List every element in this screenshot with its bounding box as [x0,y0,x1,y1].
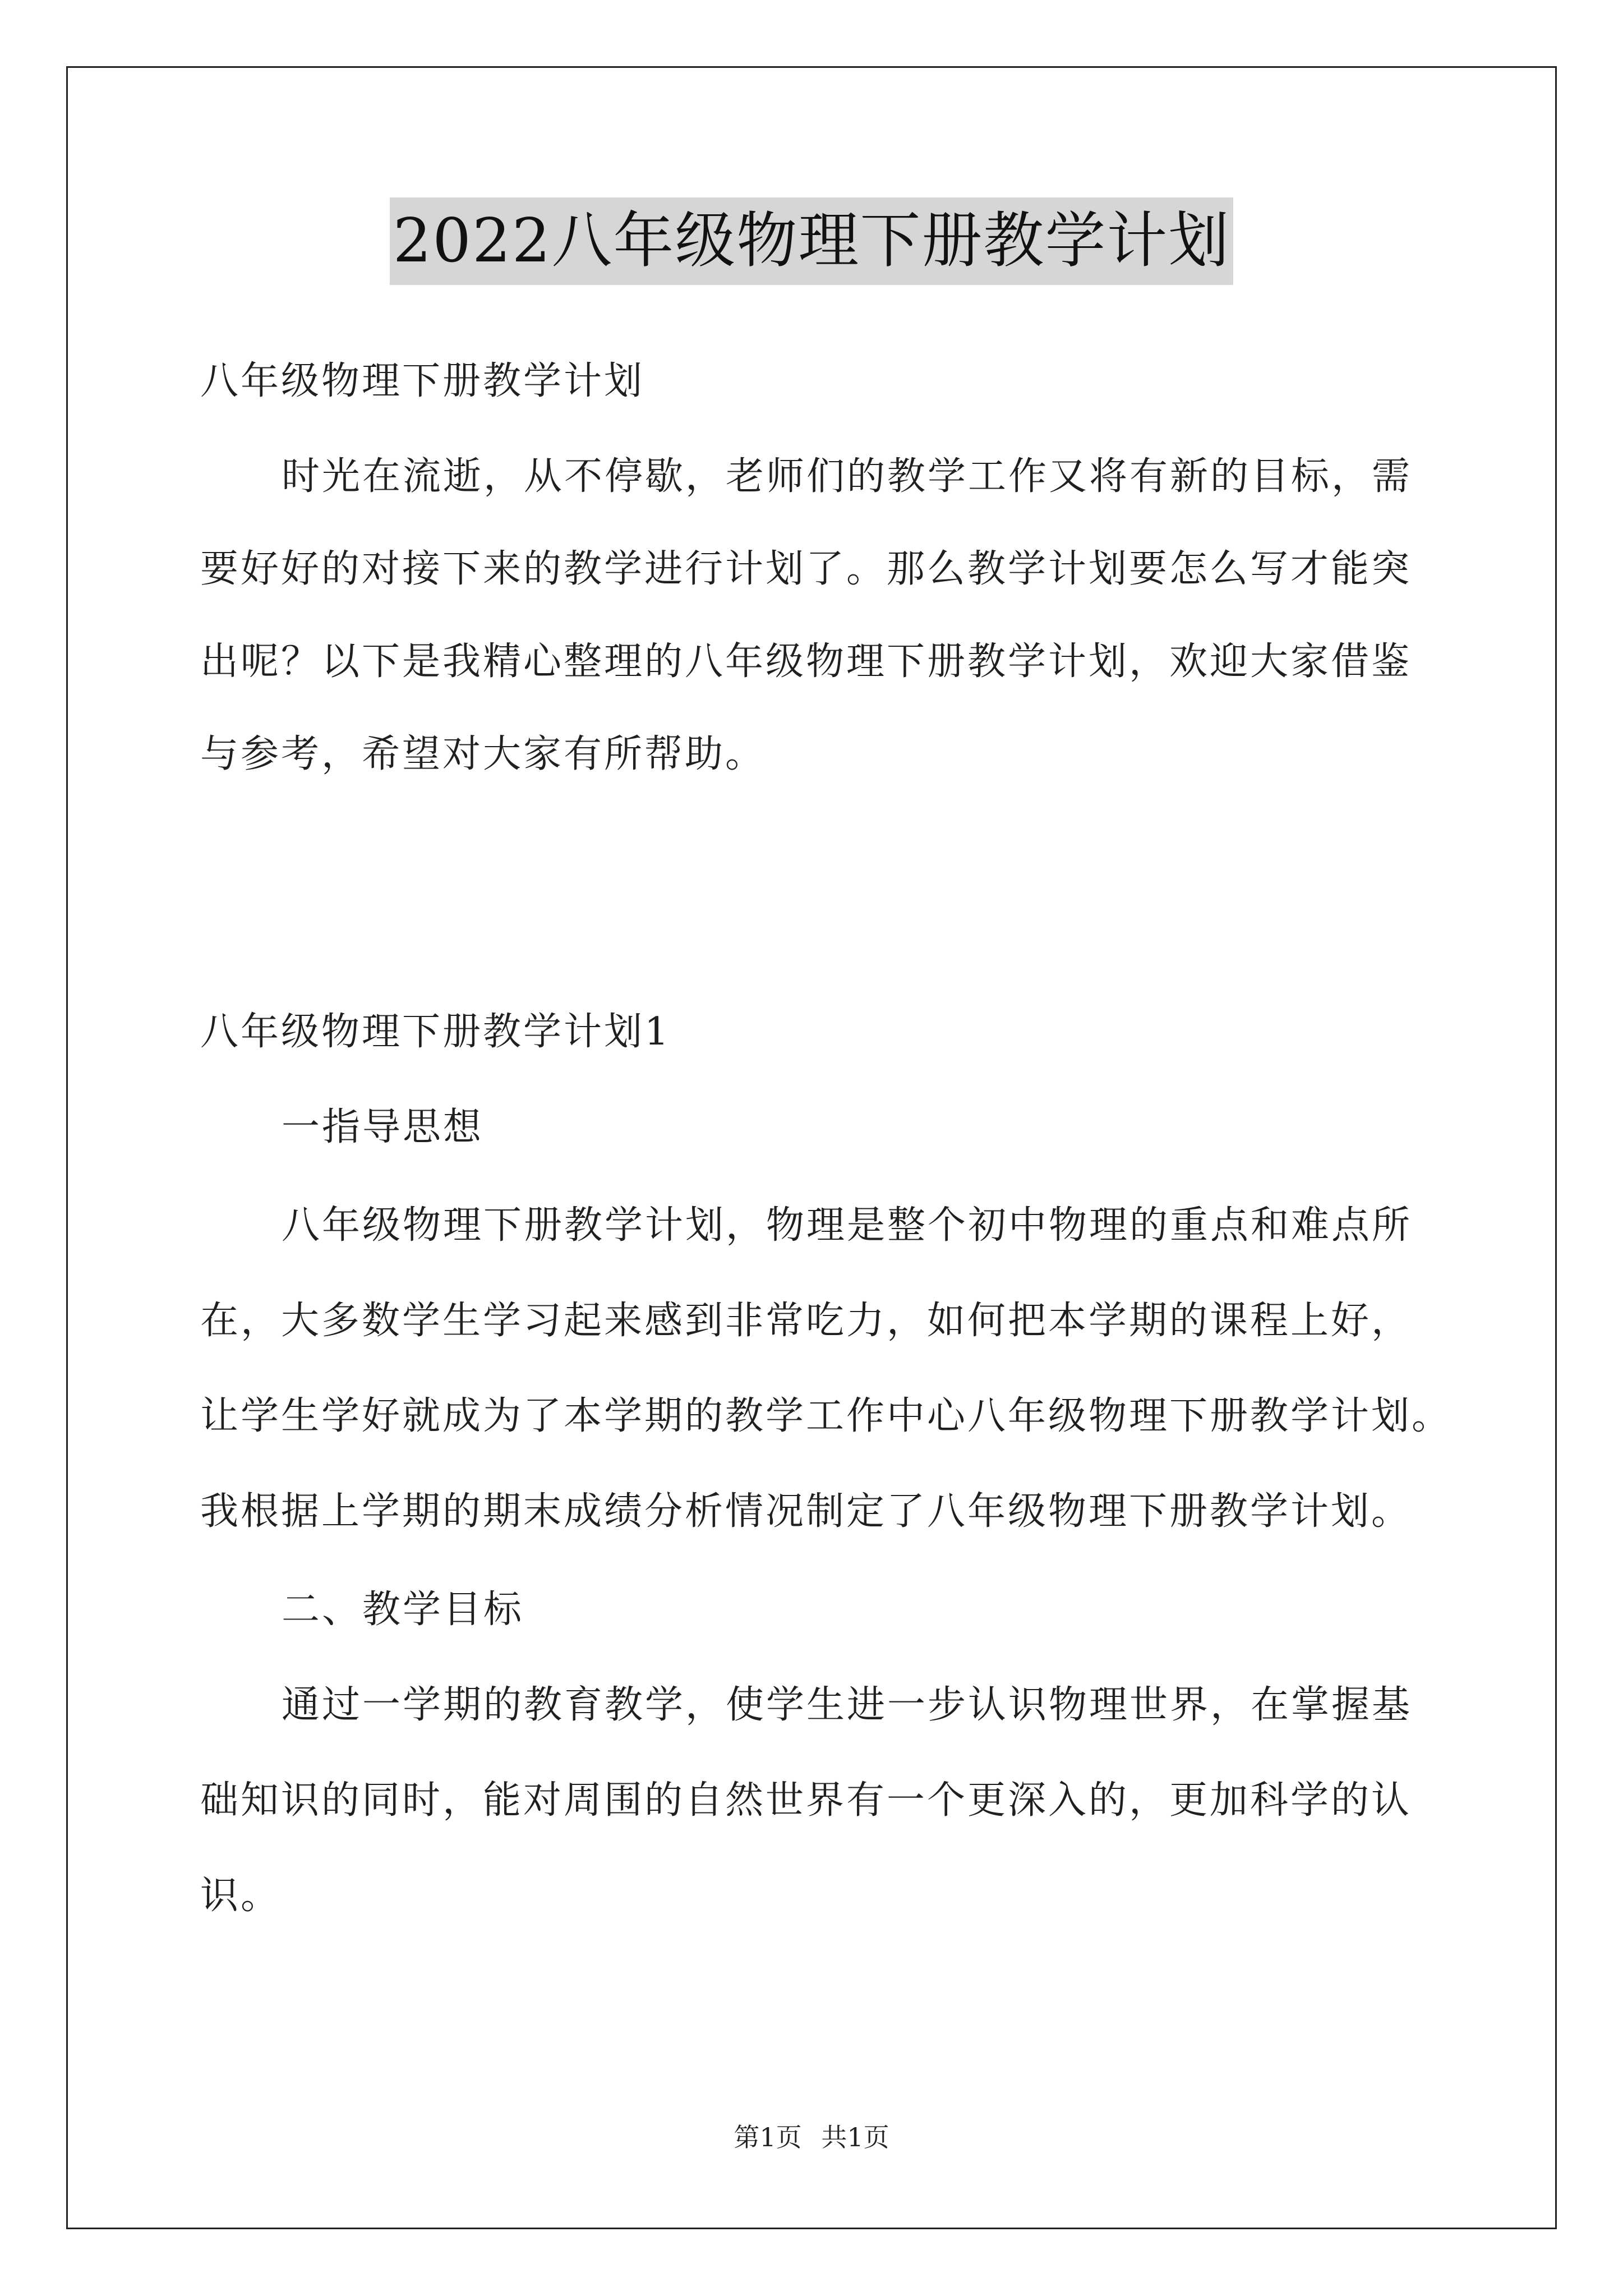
subsection-heading: 二、教学目标 [282,1588,524,1632]
document-title: 2022八年级物理下册教学计划 [390,197,1234,285]
paragraph-line: 在，大多数学生学习起来感到非常吃力，如何把本学期的课程上好， [200,1299,1412,1343]
paragraph-line: 础知识的同时，能对周围的自然世界有一个更深入的，更加科学的认 [200,1778,1412,1823]
paragraph-line: 八年级物理下册教学计划，物理是整个初中物理的重点和难点所 [282,1203,1413,1248]
paragraph-line: 通过一学期的教育教学，使学生进一步认识物理世界，在掌握基 [282,1683,1413,1727]
page-total: 共1页 [821,2122,889,2152]
title-container [0,197,1623,285]
paragraph-line: 让学生学好就成为了本学期的教学工作中心八年级物理下册教学计划。 [200,1394,1453,1438]
paragraph-line: 我根据上学期的期末成绩分析情况制定了八年级物理下册教学计划。 [200,1489,1412,1534]
intro-heading: 八年级物理下册教学计划 [200,359,645,403]
paragraph-line: 要好好的对接下来的教学进行计划了。那么教学计划要怎么写才能突 [200,547,1412,591]
page-number: 第1页 [734,2122,802,2152]
page-footer [0,2120,1623,2154]
paragraph-line: 时光在流逝，从不停歇，老师们的教学工作又将有新的目标，需 [282,454,1413,499]
paragraph-line: 识。 [200,1874,282,1918]
section-heading: 八年级物理下册教学计划1 [200,1010,671,1054]
paragraph-line: 与参考，希望对大家有所帮助。 [200,732,766,776]
subsection-heading: 一指导思想 [282,1105,484,1149]
paragraph-line: 出呢？以下是我精心整理的八年级物理下册教学计划，欢迎大家借鉴 [200,639,1412,684]
